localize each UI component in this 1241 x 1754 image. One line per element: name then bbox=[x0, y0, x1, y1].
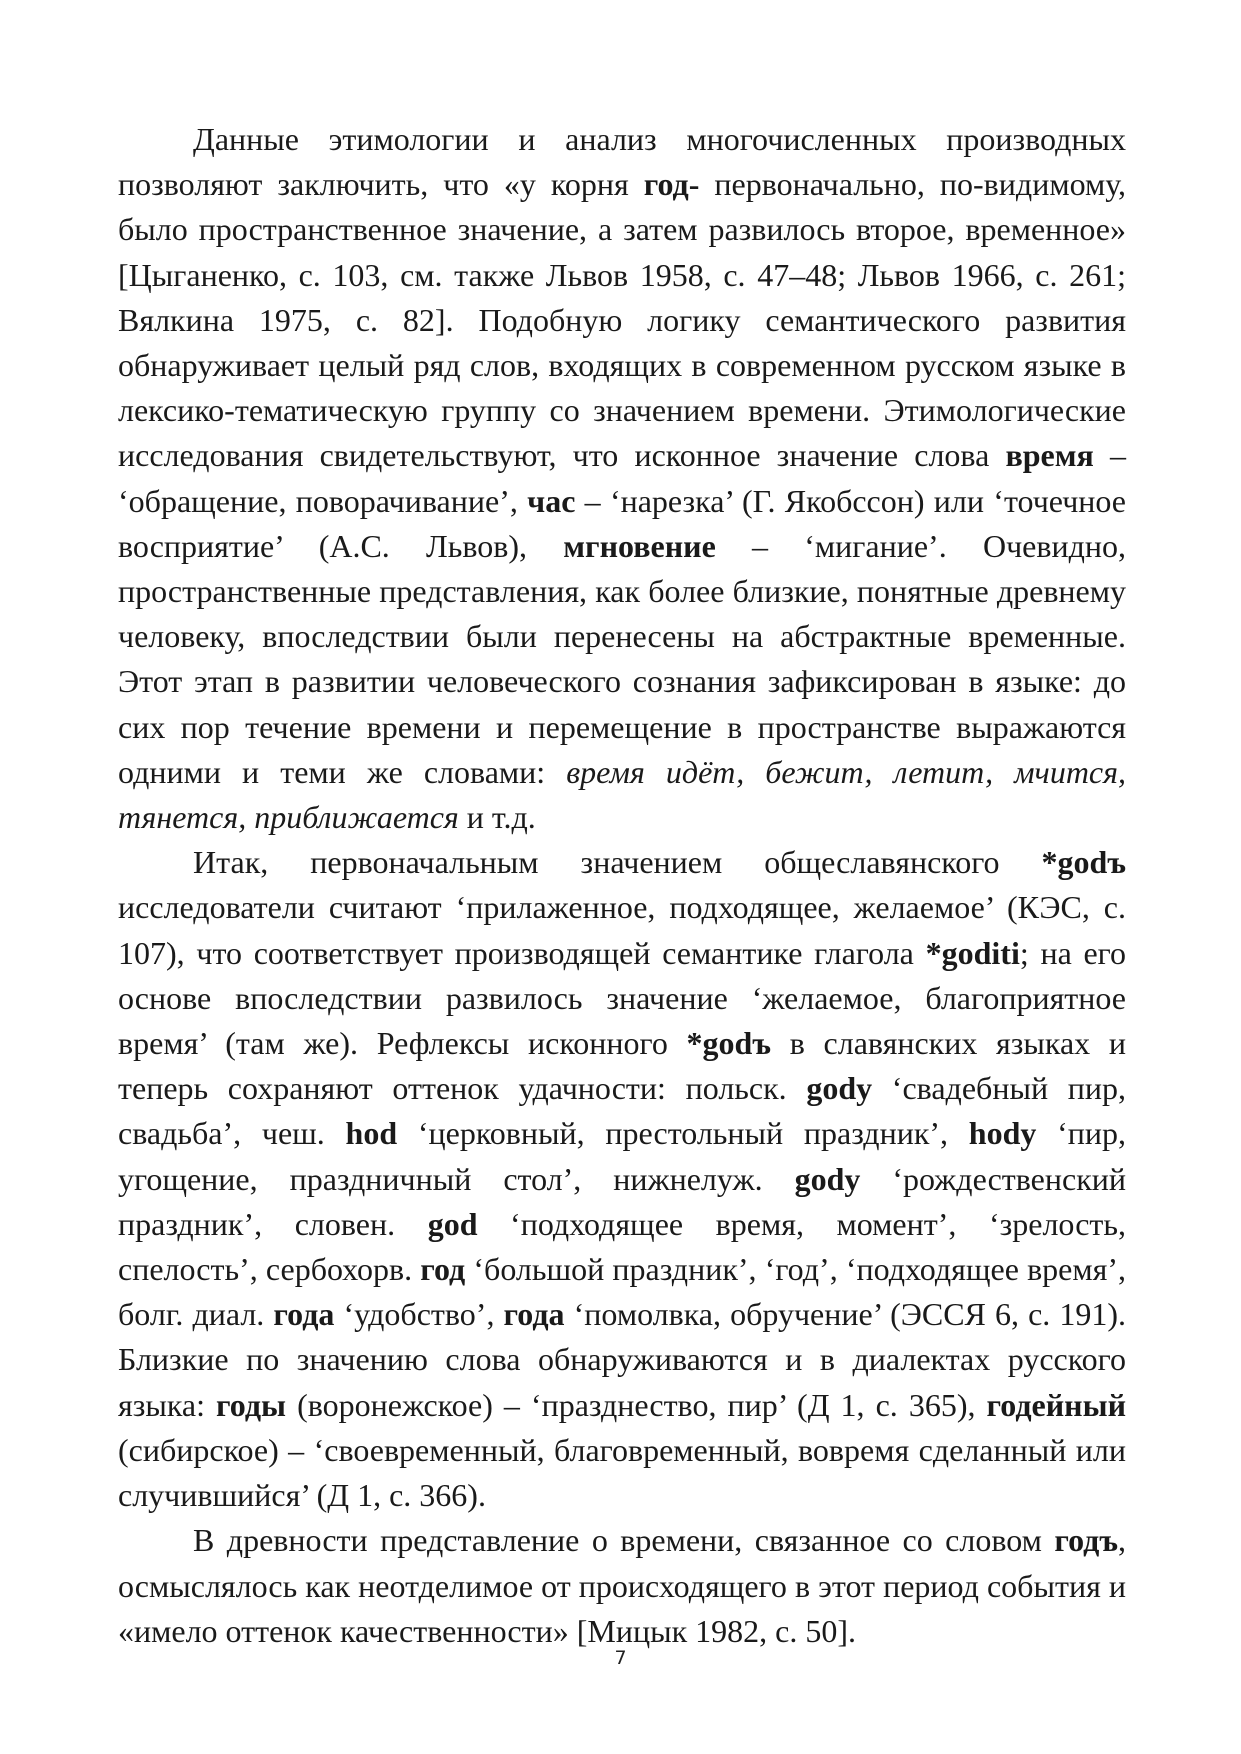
bold-term: gody bbox=[794, 1160, 861, 1197]
text-run: В древности представление о времени, связанное со словом bbox=[193, 1522, 1055, 1559]
text-run: ‘удобство’, bbox=[334, 1296, 504, 1333]
text-run: в славянских языках и теперь сохраняют оттенок удачности: польск. bbox=[118, 1025, 1127, 1107]
page-number: 7 bbox=[614, 1647, 627, 1669]
paragraph-1 bbox=[118, 117, 1126, 840]
bold-term: час bbox=[527, 482, 576, 519]
bold-term: года bbox=[273, 1296, 335, 1333]
text-run: и т.д. bbox=[458, 799, 536, 836]
text-run: (сибирское) – ‘своевременный, благовременный, вовремя сделанный или случившийся’ (Д 1, с. 366). bbox=[118, 1431, 1126, 1514]
bold-term: gody bbox=[806, 1070, 873, 1107]
text-run: первоначально, по-видимому, было пространственное значение, а затем развилось второе, временное» [Цыганенко, с. 103, см. также Львов 1958, с. 47–48; Львов 1966, с. 261; Вялкина 1975, с. 82]. Подобную логику семантического развития обнаруживает целый ряд слов, входящих в современном русском языке в лексико-тематическую группу со значением времени. Этимологические исследования свидетельствуют, что исконное значение слова bbox=[118, 166, 1127, 474]
bold-term: hod bbox=[345, 1115, 398, 1152]
paragraph-2 bbox=[118, 840, 1126, 1518]
bold-term: god bbox=[427, 1205, 478, 1242]
text-run: ‘рождественский праздник’, словен. bbox=[118, 1160, 1127, 1242]
text-run: – ‘мигание’. Очевидно, пространственные представления, как более близкие, понятные древнему человеку, впоследствии были перенесены на абстрактные временные. Этот этап в развитии человеческого сознания зафиксирован в языке: до сих пор течение времени и перемещение в пространстве выражаются одними и теми же словами: bbox=[118, 527, 1126, 790]
bold-term: время bbox=[1005, 437, 1094, 474]
bold-term: *goditi bbox=[925, 934, 1020, 971]
body-text bbox=[118, 117, 1126, 1654]
text-run: Итак, первоначальным значением общеславянского bbox=[193, 844, 1042, 881]
text-run: (воронежское) – ‘празднество, пир’ (Д 1, с. 365), bbox=[286, 1386, 987, 1423]
text-run: ‘подходящее время, момент’, ‘зрелость, спелость’, сербохорв. bbox=[118, 1205, 1126, 1288]
text-run: ‘большой праздник’, ‘год’, ‘подходящее время’, болг. диал. bbox=[118, 1251, 1127, 1333]
bold-term: годы bbox=[216, 1386, 287, 1423]
bold-term: года bbox=[503, 1296, 565, 1333]
bold-term: мгновение bbox=[563, 527, 716, 564]
text-run: , осмыслялось как неотделимое от происходящего в этот период события и «имело оттенок качественности» [Мицык 1982, с. 50]. bbox=[118, 1522, 1126, 1649]
bold-term: год- bbox=[643, 166, 700, 203]
bold-term: годъ bbox=[1054, 1522, 1118, 1559]
bold-term: год bbox=[420, 1251, 466, 1288]
text-run: Данные этимологии и анализ многочисленных производных позволяют заключить, что «у корня bbox=[118, 121, 1126, 203]
text-run: ‘помолвка, обручение’ (ЭССЯ 6, с. 191). Близкие по значению слова обнаруживаются и в диалектах русского языка: bbox=[118, 1296, 1127, 1423]
text-run: – ‘нарезка’ (Г. Якобссон) или ‘точечное восприятие’ (А.С. Львов), bbox=[118, 482, 1126, 564]
text-run: – ‘обращение, поворачивание’, bbox=[118, 437, 1127, 519]
bold-term: *godъ bbox=[1041, 844, 1126, 881]
bold-term: годейный bbox=[986, 1386, 1126, 1423]
text-run: ‘пир, угощение, праздничный стол’, нижнелуж. bbox=[118, 1115, 1127, 1197]
paragraph-3 bbox=[118, 1518, 1126, 1654]
bold-term: hody bbox=[968, 1115, 1037, 1152]
text-run: ‘церковный, престольный праздник’, bbox=[397, 1115, 969, 1152]
text-run: ; на его основе впоследствии развилось значение ‘желаемое, благоприятное время’ (там же). Рефлексы исконного bbox=[118, 934, 1127, 1062]
text-run: исследователи считают ‘прилаженное, подходящее, желаемое’ (КЭС, с. 107), что соответствует производящей семантике глагола bbox=[118, 889, 1126, 971]
text-run: ‘свадебный пир, свадьба’, чеш. bbox=[118, 1070, 1126, 1152]
bold-term: *godъ bbox=[686, 1025, 771, 1062]
italic-example: время идёт, бежит, летит, мчится, тянется, приближается bbox=[118, 753, 1127, 836]
